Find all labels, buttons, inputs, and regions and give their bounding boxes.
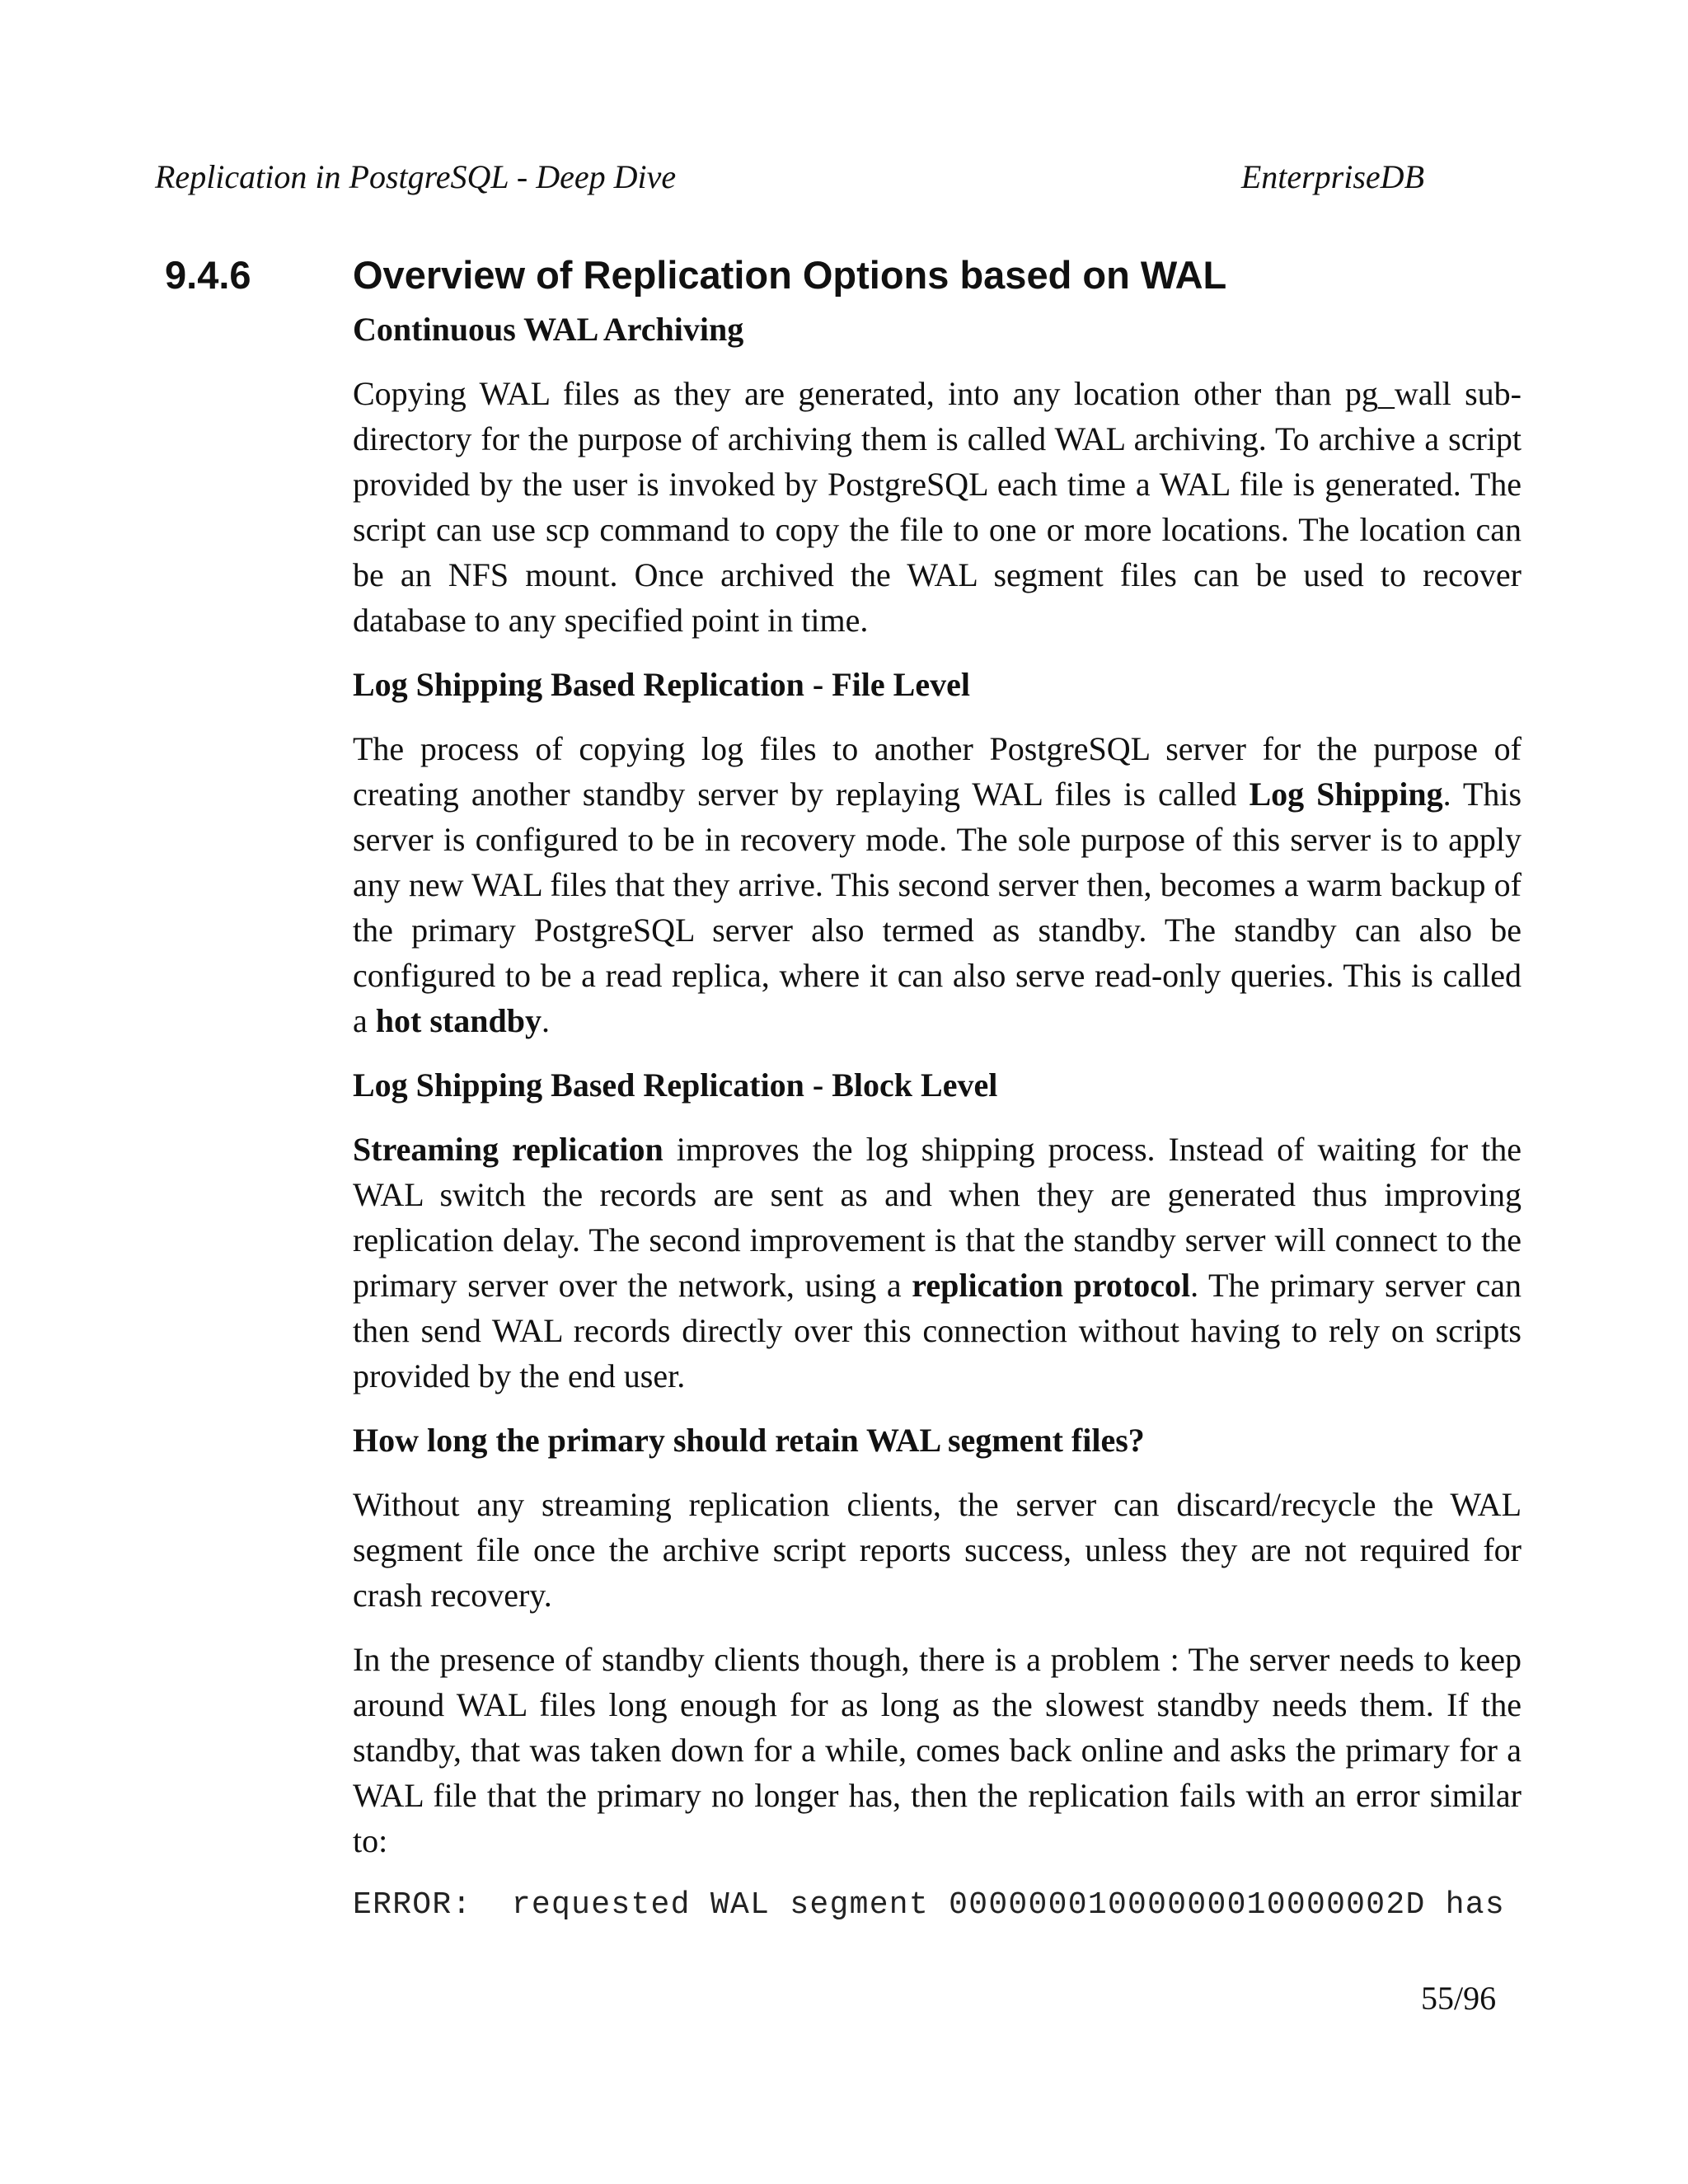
paragraph-log-shipping: [353, 726, 1522, 1043]
paragraph-wal-archiving: Copying WAL files as they are generated, into any location other than pg_wall sub-directory for the purpose of archiving them is called WAL archiving. To archive a script provided by the user is invoked by PostgreSQL each time a WAL file is generated. The script can use scp command to copy the file to one or more locations. The location can be an NFS mount. Once archived the WAL segment files can be used to recover database to any specified point in time.: [353, 375, 1522, 639]
paragraph-text: improves the log shipping process. Instead of waiting for the WAL switch the records are sent as and when they are generated thus improving replication delay. The second improvement is that the standby server will connect to the primary server over the network, using a: [353, 1131, 1522, 1304]
term-log-shipping: Log Shipping: [1249, 776, 1443, 813]
section-body: [353, 307, 1522, 1928]
paragraph-text: . This server is configured to be in recovery mode. The sole purpose of this server is to apply any new WAL files that they arrive. This second server then, becomes a warm backup of the primary PostgreSQL server also termed as standby. The standby can also be configured to be a read replica, where it can also serve read-only queries. This is called a: [353, 776, 1522, 1039]
header-publisher: EnterpriseDB: [1240, 158, 1424, 195]
subheading-continuous-wal-archiving: Continuous WAL Archiving: [353, 311, 744, 348]
term-streaming-replication: Streaming replication: [353, 1131, 663, 1168]
section-title: Overview of Replication Options based on WAL: [353, 253, 1227, 297]
error-code-snippet: ERROR: requested WAL segment 00000001000000010000002D has: [353, 1887, 1506, 1923]
subheading-log-shipping-file-level: Log Shipping Based Replication - File Level: [353, 666, 970, 703]
header-document-title: Replication in PostgreSQL - Deep Dive: [155, 158, 677, 195]
running-header: [155, 157, 1424, 198]
section-number: 9.4.6: [165, 253, 251, 297]
paragraph-text: . The primary server can then send WAL records directly over this connection without having to rely on scripts provided by the end user.: [353, 1267, 1522, 1394]
page-number: 55/96: [1421, 1980, 1497, 2017]
paragraph-standby-clients-problem: In the presence of standby clients though, there is a problem : The server needs to keep around WAL files long enough for as long as the slowest standby needs them. If the standby, that was taken down for a while, comes back online and asks the primary for a WAL file that the primary no longer has, then the replication fails with an error similar to:: [353, 1641, 1522, 1859]
subheading-log-shipping-block-level: Log Shipping Based Replication - Block Level: [353, 1066, 998, 1104]
paragraph-text: The process of copying log files to another PostgreSQL server for the purpose of creating another standby server by replaying WAL files is called: [353, 730, 1522, 813]
term-hot-standby: hot standby: [375, 1002, 542, 1039]
paragraph-streaming-replication: [353, 1127, 1522, 1399]
subheading-wal-retention: How long the primary should retain WAL segment files?: [353, 1422, 1145, 1459]
paragraph-text: .: [541, 1002, 550, 1039]
paragraph-without-streaming-clients: Without any streaming replication clients, the server can discard/recycle the WAL segment file once the archive script reports success, unless they are not required for crash recovery.: [353, 1486, 1522, 1614]
term-replication-protocol: replication protocol: [912, 1267, 1191, 1304]
